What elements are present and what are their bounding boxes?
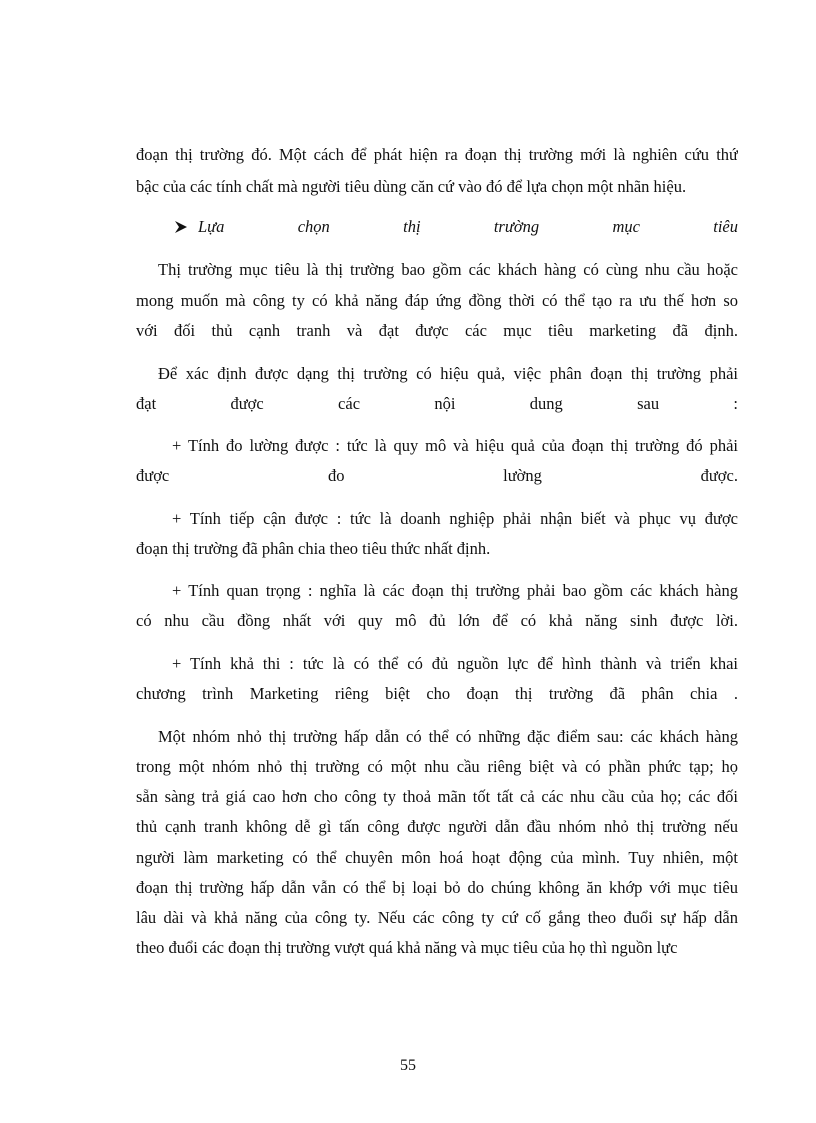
- paragraph-line: Thị trường mục tiêu là thị trường bao gồm các khách hàng có cùng nhu cầu hoặc: [158, 260, 738, 279]
- paragraph-line: người làm marketing có thể chuyên môn hoá hoạt động của mình. Tuy nhiên, một: [136, 848, 738, 867]
- paragraph-line: trong một nhóm nhỏ thị trường có một nhu cầu riêng biệt và có phần phức tạp; họ: [136, 757, 738, 776]
- paragraph-line: bậc của các tính chất mà người tiêu dùng căn cứ vào đó để lựa chọn một nhãn hiệu.: [136, 177, 687, 196]
- list-item-line: có nhu cầu đồng nhất với quy mô đủ lớn để có khả năng sinh được lời.: [136, 611, 738, 630]
- paragraph-line: sẵn sàng trả giá cao hơn cho công ty thoả mãn tốt tất cả các nhu cầu của họ; các đối: [136, 787, 738, 806]
- paragraph-line: theo đuổi các đoạn thị trường vượt quá khả năng và mục tiêu của họ thì nguồn lực: [136, 938, 678, 957]
- paragraph-line: với đối thủ cạnh tranh và đạt được các mục tiêu marketing đã định.: [136, 321, 738, 340]
- page-number: 55: [400, 1057, 416, 1074]
- arrowhead-bullet-icon: [174, 215, 188, 239]
- paragraph-line: đoạn thị trường hấp dẫn vẫn có thể bị loại bỏ do chúng không ăn khớp với mục tiêu: [136, 878, 738, 897]
- list-item-line: + Tính đo lường được : tức là quy mô và hiệu quả của đoạn thị trường đó phải: [172, 436, 738, 455]
- paragraph-line: đạt được các nội dung sau :: [136, 394, 738, 413]
- paragraph-line: đoạn thị trường đó. Một cách để phát hiện ra đoạn thị trường mới là nghiên cứu thứ: [136, 145, 738, 164]
- list-item-line: + Tính khả thi : tức là có thể có đủ nguồn lực để hình thành và triển khai: [172, 654, 738, 673]
- list-item-line: chương trình Marketing riêng biệt cho đoạn thị trường đã phân chia .: [136, 684, 738, 703]
- section-heading: [174, 215, 738, 239]
- heading-text: Lựa chọn thị trường mục tiêu: [198, 217, 738, 236]
- paragraph-line: lâu dài và khả năng của công ty. Nếu các công ty cứ cố gắng theo đuổi sự hấp dẫn: [136, 908, 738, 927]
- paragraph-line: Để xác định được dạng thị trường có hiệu quả, việc phân đoạn thị trường phải: [158, 364, 738, 383]
- paragraph-line: Một nhóm nhỏ thị trường hấp dẫn có thể có những đặc điểm sau: các khách hàng: [158, 727, 738, 746]
- list-item-line: + Tính tiếp cận được : tức là doanh nghiệp phải nhận biết và phục vụ được: [172, 509, 738, 528]
- list-item-line: được đo lường được.: [136, 466, 738, 485]
- paragraph-line: mong muốn mà công ty có khả năng đáp ứng đồng thời có thể tạo ra ưu thế hơn so: [136, 291, 738, 310]
- list-item-line: + Tính quan trọng : nghĩa là các đoạn thị trường phải bao gồm các khách hàng: [172, 581, 738, 600]
- list-item-line: đoạn thị trường đã phân chia theo tiêu thức nhất định.: [136, 539, 491, 558]
- paragraph-line: thủ cạnh tranh không dễ gì tấn công được người dẫn đầu nhóm nhỏ thị trường nếu: [136, 817, 738, 836]
